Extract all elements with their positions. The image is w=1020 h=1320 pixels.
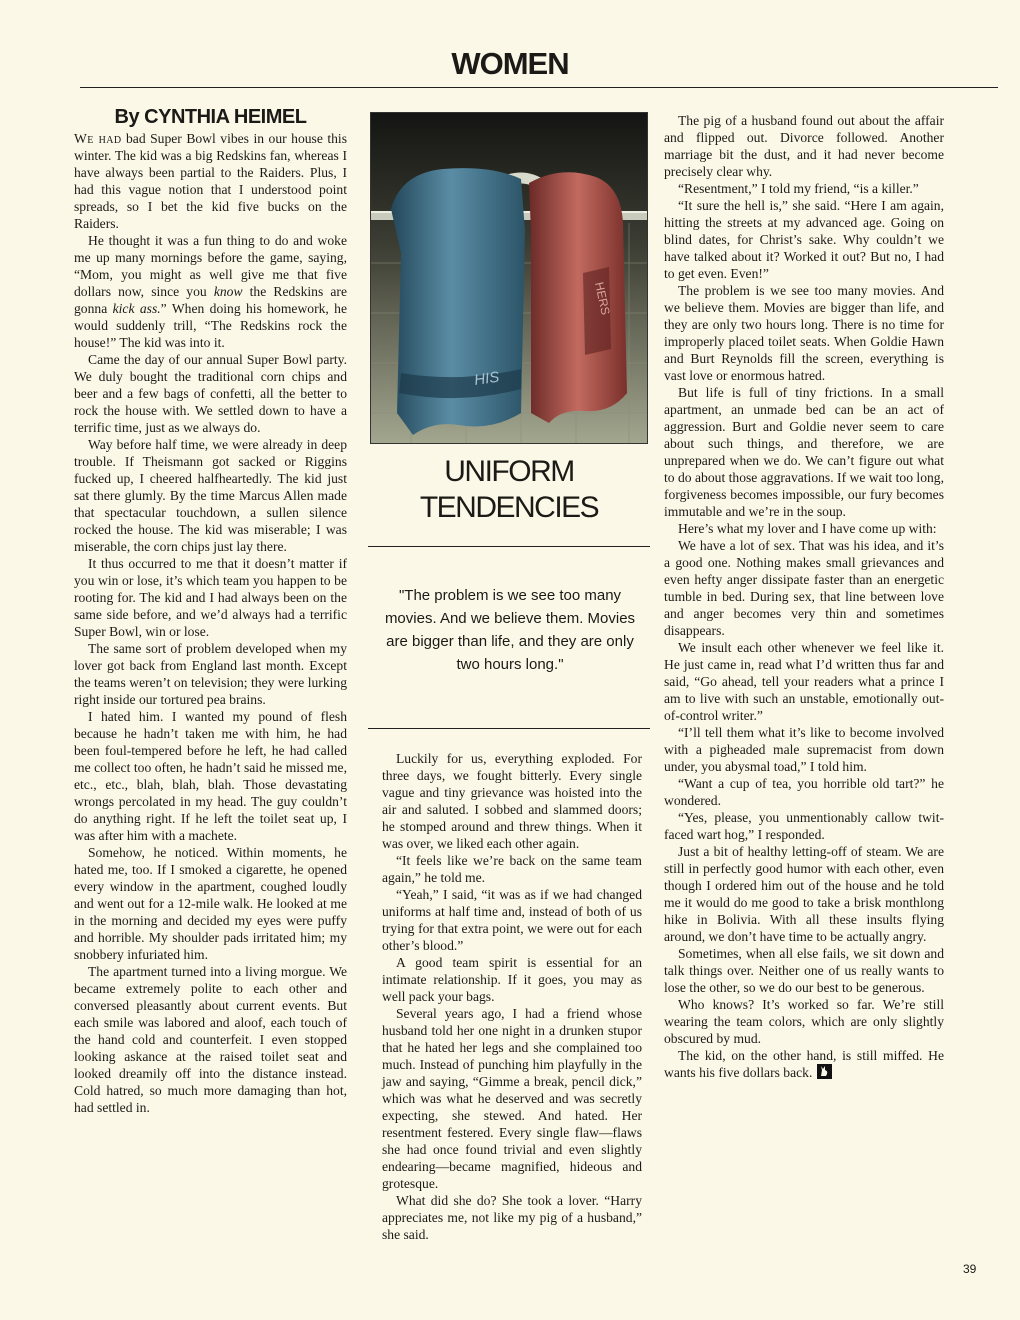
paragraph: Sometimes, when all else fails, we sit down and talk things over. Neither one of us really wants to lose the other, so we do our best to be generous. xyxy=(664,946,944,995)
pull-quote-rule-top xyxy=(368,546,650,547)
article-title-line: TENDENCIES xyxy=(419,491,599,524)
paragraph: The kid, on the other hand, is still miffed. He wants his five dollars back. xyxy=(664,1048,944,1080)
paragraph: The problem is we see too many movies. And we believe them. Movies are bigger than life, and they are only two hours long. There is no time for improperly placed toilet seats. When Goldie Hawn and Burt Reynolds fill the screen, everything is vast love or enormous hatred. xyxy=(664,283,944,383)
article-column-1 xyxy=(74,130,347,1116)
article-title-line: UNIFORM xyxy=(444,455,574,488)
pull-quote-rule-bottom xyxy=(368,728,650,729)
paragraph: Came the day of our annual Super Bowl party. We duly bought the traditional corn chips and beer and a few bags of confetti, all the better to rock the house with. We settled down to have a terrific time, just as we always do. xyxy=(74,352,347,435)
his-towel-label: HIS xyxy=(473,368,501,389)
header-rule xyxy=(80,87,998,88)
article-title xyxy=(368,454,650,526)
paragraph: The pig of a husband found out about the affair and flipped out. Divorce followed. Another marriage bit the dust, and it had never become precisely clear why. xyxy=(664,113,944,179)
paragraph: Way before half time, we were already in deep trouble. If Theismann got sacked or Riggins fucked up, I cheered halfheartedly. The kid just sat there glumly. By the time Marcus Allen made that spectacular touchdown, a sullen silence rocked the house. The kid was miserable; I was miserable, the corn chips just lay there. xyxy=(74,437,347,554)
hers-towel-label: HERS xyxy=(592,280,613,317)
page-number: 39 xyxy=(963,1262,977,1276)
paragraph: Just a bit of healthy letting-off of steam. We are still in perfectly good humor with each other, even though I ordered him out of the house and he told me it would do me good to take a brisk monthlong hike in Bolivia. With all these insults flying around, we don’t have time to be actually angry. xyxy=(664,844,944,944)
paragraph: “Want a cup of tea, you horrible old tart?” he wondered. xyxy=(664,776,944,808)
paragraph: “Yes, please, you unmentionably callow twit-faced wart hog,” I responded. xyxy=(664,810,944,842)
section-title: WOMEN xyxy=(451,46,569,81)
paragraph: Here’s what my lover and I have come up with: xyxy=(678,521,937,536)
pull-quote: "The problem is we see too many movies. And we believe them. Movies are bigger than life, and they are only two hours long." xyxy=(384,587,636,673)
byline: By CYNTHIA HEIMEL xyxy=(114,106,307,128)
paragraph: “It feels like we’re back on the same team again,” he told me. xyxy=(382,853,642,885)
emphasis: kick ass. xyxy=(112,301,161,316)
paragraph: The same sort of problem developed when my lover got back from England last month. Except the teams weren’t on television; they were lurking right inside our tortured pea brains. xyxy=(74,641,347,707)
paragraph: A good team spirit is essential for an intimate relationship. If it goes, you may as well pack your bags. xyxy=(382,955,642,1004)
paragraph: We insult each other whenever we feel like it. He just came in, read what I’d written thus far and said, “Go ahead, tell your readers what a prince I am to live with such an unstable, emotionally out-of-control writer.” xyxy=(664,640,944,723)
paragraph: We have a lot of sex. That was his idea, and it’s a good one. Nothing makes small grievances and even hefty anger dissipate faster than an energetic tumble in bed. During sex, that line between love and anger becomes very thin and sometimes disappears. xyxy=(664,538,944,638)
paragraph: It thus occurred to me that it doesn’t matter if you win or lose, it’s which team you happen to be rooting for. The kid and I had always been on the same side before, and we’d always had a terrific Super Bowl, win or lose. xyxy=(74,556,347,639)
paragraph: “Resentment,” I told my friend, “is a killer.” xyxy=(678,181,919,196)
rabbit-logo-icon xyxy=(817,1064,832,1079)
article-column-3 xyxy=(664,112,944,1081)
emphasis: know xyxy=(213,284,243,299)
paragraph: He thought it was a fun thing to do and woke me up many mornings before the game, saying, “Mom, you might as well give me that five dollars now, since you know the Redskins are gonna kick ass.” When doing his homework, he would suddenly trill, “The Redskins rock the house!” The kid was into it. xyxy=(74,233,348,350)
paragraph: But life is full of tiny frictions. In a small apartment, an unmade bed can be an act of aggression. Burt and Goldie never seem to care about such things, and therefore, we are unprepared when we do. We can’t figure out what to do about those aggravations. If we wait too long, forgiveness becomes impossible, our fury becomes immutable and we’re in the soup. xyxy=(664,385,944,519)
paragraph: “Yeah,” I said, “it was as if we had changed uniforms at half time and, instead of both of us trying for that extra point, we were out for each other’s blood.” xyxy=(382,887,642,953)
paragraph: I hated him. I wanted my pound of flesh because he hadn’t taken me with him, he had been foul-tempered before he left, he had called me collect too often, he hadn’t said he missed me, etc., etc., blah, blah, blah. Those devastating wrongs percolated in my head. The guy couldn’t do anything right. If he left the toilet seat up, I was after him with a machete. xyxy=(74,709,347,843)
paragraph: “I’ll tell them what it’s like to become involved with a pigheaded male supremacist from down under, you abysmal toad,” I told him. xyxy=(664,725,944,774)
paragraph: What did she do? She took a lover. “Harry appreciates me, not like my pig of a husband,” she said. xyxy=(382,1193,642,1242)
lead-in: We had xyxy=(74,131,122,146)
article-column-2 xyxy=(382,750,642,1243)
paragraph: Several years ago, I had a friend whose husband told her one night in a drunken stupor that he hated her legs and she complained too much. Instead of punching him playfully in the jaw and saying, “Gimme a break, pencil dick,” which was what he deserved and was secretly expecting, she stewed. And hated. Her resentment festered. Every single flaw—flaws she had once found trivial and even slightly endearing—became magnified, hideous and grotesque. xyxy=(382,1006,642,1191)
paragraph: The apartment turned into a living morgue. We became extremely polite to each other and conversed pleasantly about current events. But each smile was labored and aloof, each touch of the hand cold and counterfeit. I even stopped looking askance at the raised toilet seat and looked dreamily off into the distance instead. Cold hatred, so much more damaging than hot, had settled in. xyxy=(74,964,347,1115)
towels-illustration xyxy=(370,112,648,444)
paragraph: Who knows? It’s worked so far. We’re still wearing the team colors, which are only slightly obscured by mud. xyxy=(664,997,944,1046)
paragraph: “It sure the hell is,” she said. “Here I am again, hitting the streets at my advanced age. Going on blind dates, for Christ’s sake. Why couldn’t we have talked about it? Worked it out? But no, I had to get even. Even!” xyxy=(664,198,944,281)
paragraph: Luckily for us, everything exploded. For three days, we fought bitterly. Every single vague and tiny grievance was hoisted into the air and saluted. I sobbed and slammed doors; he stomped around and threw things. When it was over, we liked each other again. xyxy=(382,751,642,851)
paragraph: Somehow, he noticed. Within moments, he hated me, too. If I smoked a cigarette, he opened every window in the apartment, coughed loudly and went out for a 12-mile walk. He looked at me in the morning and decided my eyes were puffy and horrible. My shoulder pads irritated him; my snobbery infuriated him. xyxy=(74,845,347,962)
paragraph: We had bad Super Bowl vibes in our house this winter. The kid was a big Redskins fan, whereas I have always been partial to the Raiders. Plus, I had this vague notion that I understood point spreads, so I bet the kid five bucks on the Raiders. xyxy=(74,131,347,231)
